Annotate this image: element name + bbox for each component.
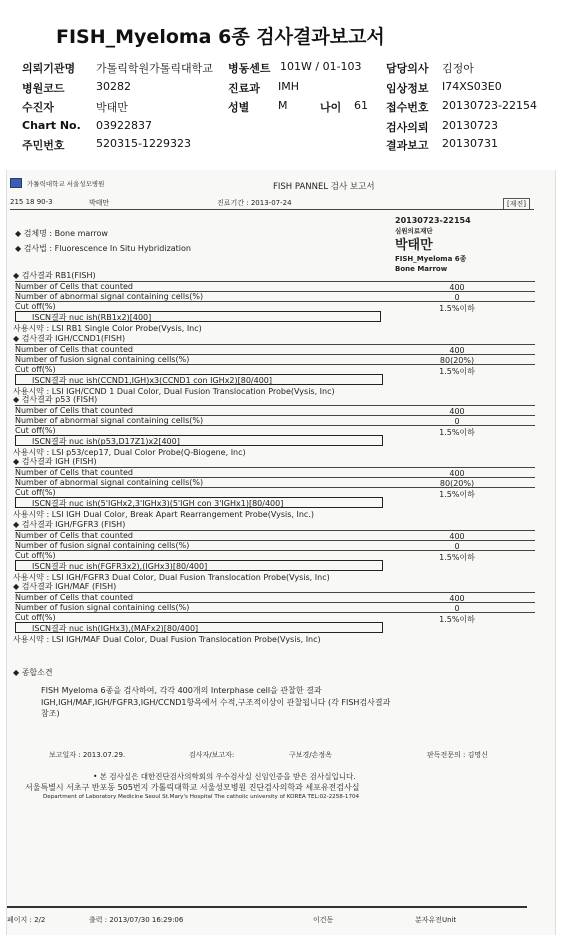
value-resident-no: 520315-1229323	[96, 137, 191, 150]
iscn-result-box	[15, 435, 383, 446]
row-value-cutoff: 1.5%이하	[439, 367, 475, 376]
row-divider	[15, 612, 535, 613]
label-receipt-no: 접수번호	[386, 101, 429, 114]
reviewer-label: 검사자/보고자:	[189, 751, 235, 759]
row-label-cells-counted: Number of Cells that counted	[15, 345, 133, 354]
row-value-signal-cells: 80(20%)	[439, 356, 475, 365]
row-label-signal-cells: Number of abnormal signal containing cells(%)	[15, 478, 204, 487]
row-label-cells-counted: Number of Cells that counted	[15, 468, 133, 477]
label-report-date: 결과보고	[386, 139, 429, 152]
value-department: IMH	[278, 80, 300, 93]
value-report-date: 20130731	[442, 137, 498, 150]
scanned-report	[6, 170, 556, 935]
stamp-patient-name: 박태만	[395, 238, 433, 253]
row-value-cells-counted: 400	[449, 283, 465, 292]
row-divider	[15, 301, 535, 302]
row-divider	[15, 425, 535, 426]
stamp-receipt-id: 20130723-22154	[395, 216, 471, 225]
row-value-signal-cells: 0	[454, 293, 460, 302]
row-value-cutoff: 1.5%이하	[439, 553, 475, 562]
stamp-specimen: Bone Marrow	[395, 265, 448, 273]
probe-reagent: 사용시약 : LSI IGH/MAF Dual Color, Dual Fusion Translocation Probe(Vysis, Inc)	[13, 635, 321, 644]
iscn-result: ISCN결과 nuc ish(RB1x2)[400]	[32, 313, 152, 322]
row-label-cutoff: Cut off(%)	[15, 551, 56, 560]
probe-reagent: 사용시약 : LSI IGH/FGFR3 Dual Color, Dual Fusion Translocation Probe(Vysis, Inc)	[13, 573, 330, 582]
label-hospital-code: 병원코드	[22, 82, 65, 95]
label-sex: 성별	[228, 101, 250, 114]
iscn-result: ISCN결과 nuc ish(IGHx3),(MAFx2)[80/400]	[32, 624, 199, 633]
report-title: FISH_Myeloma 6종 검사결과보고서	[56, 26, 385, 48]
row-value-cells-counted: 400	[449, 594, 465, 603]
row-label-cutoff: Cut off(%)	[15, 426, 56, 435]
row-value-cells-counted: 400	[449, 346, 465, 355]
label-institution: 의뢰기관명	[22, 62, 76, 75]
iscn-result: ISCN결과 nuc ish(CCND1,IGH)x3(CCND1 con IGHx2)[80/400]	[32, 376, 273, 385]
unit-name: 분자유전Unit	[415, 916, 457, 924]
printer-name: 이건동	[313, 916, 334, 924]
iscn-result-box	[15, 560, 383, 571]
value-institution: 가톨릭학원가톨릭대학교	[96, 62, 213, 75]
value-receipt-no: 20130723-22154	[442, 99, 537, 112]
row-label-signal-cells: Number of fusion signal containing cells(%)	[15, 603, 190, 612]
iscn-result-box	[15, 311, 381, 322]
print-timestamp: 출력 : 2013/07/30 16:29:06	[89, 916, 184, 924]
patient-name-small: 박태만	[89, 199, 110, 207]
stamp-test-name: FISH_Myeloma 6종	[395, 255, 467, 263]
row-value-signal-cells: 80(20%)	[439, 479, 475, 488]
label-doctor: 담당의사	[386, 62, 429, 75]
scan-report-title: FISH PANNEL 검사 보고서	[273, 182, 375, 192]
judge-line: 판독전문의 : 김명신	[427, 751, 488, 759]
row-label-cutoff: Cut off(%)	[15, 613, 56, 622]
row-label-cells-counted: Number of Cells that counted	[15, 406, 133, 415]
section-title: ◆ 검사결과 IGH/FGFR3 (FISH)	[13, 520, 126, 529]
section-title: ◆ 검사결과 p53 (FISH)	[13, 395, 98, 404]
label-age: 나이	[320, 101, 342, 114]
row-label-signal-cells: Number of fusion signal containing cells(%)	[15, 355, 190, 364]
probe-reagent: 사용시약 : LSI RB1 Single Color Probe(Vysis, Inc)	[13, 324, 202, 333]
value-patient: 박태만	[96, 101, 128, 114]
value-hospital-code: 30282	[96, 80, 131, 93]
conclusion-line-2: IGH,IGH/MAF,IGH/FGFR3,IGH/CCND1항목에서 수적,구조적이상이 관찰됩니다 (각 FISH검사결과	[41, 698, 391, 707]
conclusion-line-1: FISH Myeloma 6종을 검사하여, 각각 400개의 Interphase cell을 관찰한 결과	[41, 686, 322, 695]
probe-reagent: 사용시약 : LSI IGH Dual Color, Break Apart Rearrangement Probe(Vysis, Inc.)	[13, 510, 314, 519]
conclusion-line-3: 참조)	[41, 709, 60, 718]
iscn-result: ISCN결과 nuc ish(p53,D17Z1)x2[400]	[32, 437, 180, 446]
hospital-name: 가톨릭대학교 서울성모병원	[27, 180, 105, 188]
conclusion-title: ◆ 종합소견	[13, 668, 53, 677]
report-date-line: 보고일자 : 2013.07.29.	[49, 751, 126, 759]
section-title: ◆ 검사결과 IGH/MAF (FISH)	[13, 582, 117, 591]
row-value-signal-cells: 0	[454, 542, 460, 551]
row-label-cells-counted: Number of Cells that counted	[15, 593, 133, 602]
label-clinical-info: 임상정보	[386, 82, 429, 95]
row-value-cutoff: 1.5%이하	[439, 490, 475, 499]
value-request-date: 20130723	[442, 119, 498, 132]
row-label-cells-counted: Number of Cells that counted	[15, 282, 133, 291]
label-chart-no: Chart No.	[22, 119, 81, 132]
row-label-cells-counted: Number of Cells that counted	[15, 531, 133, 540]
value-chart-no: 03922837	[96, 119, 152, 132]
iscn-result: ISCN결과 nuc ish(FGFR3x2),(IGHx3)[80/400]	[32, 562, 208, 571]
value-sex: M	[278, 99, 288, 112]
value-age: 61	[354, 99, 368, 112]
row-value-cutoff: 1.5%이하	[439, 428, 475, 437]
section-title: ◆ 검사결과 RB1(FISH)	[13, 271, 96, 280]
label-patient: 수진자	[22, 101, 54, 114]
value-ward: 101W / 01-103	[280, 60, 362, 73]
row-label-cutoff: Cut off(%)	[15, 302, 56, 311]
lab-address: 서울특별시 서초구 반포동 505번지 가톨릭대학교 서울성모병원 진단검사의학과 세포유전검사실	[25, 783, 360, 792]
row-label-cutoff: Cut off(%)	[15, 365, 56, 374]
row-divider	[15, 364, 535, 365]
row-value-cells-counted: 400	[449, 469, 465, 478]
iscn-result: ISCN결과 nuc ish(5'IGHx2,3'IGHx3)(5'IGH con 3'IGHx1)[80/400]	[32, 499, 284, 508]
label-department: 진료과	[228, 82, 260, 95]
value-clinical-info: I74XS03E0	[442, 80, 502, 93]
row-label-signal-cells: Number of abnormal signal containing cells(%)	[15, 292, 204, 301]
row-value-signal-cells: 0	[454, 604, 460, 613]
probe-reagent: 사용시약 : LSI p53/cep17, Dual Color Probe(Q-Biogene, Inc)	[13, 448, 246, 457]
revisit-badge: [재진]	[503, 198, 530, 210]
lab-address-en: Department of Laboratory Medicine Seoul St.Mary's Hospital The catholic university of KOREA TEL:02-2258-1704	[43, 794, 360, 800]
stamp-org: 심원의료재단	[395, 227, 433, 235]
method-label: ◆ 검사법 : Fluorescence In Situ Hybridization	[15, 244, 191, 253]
label-request-date: 검사의뢰	[386, 121, 429, 134]
divider	[10, 209, 534, 210]
row-divider	[15, 550, 535, 551]
visit-date: 진료기간 : 2013-07-24	[217, 199, 292, 207]
label-ward: 병동센트	[228, 62, 271, 75]
iscn-result-box	[15, 622, 383, 633]
row-divider	[15, 487, 535, 488]
row-value-cutoff: 1.5%이하	[439, 615, 475, 624]
page-indicator: 페이지 : 2/2	[7, 916, 46, 924]
certification-note: • 본 검사실은 대한진단검사의학회의 우수검사실 신임인증을 받은 검사실입니다.	[93, 772, 356, 781]
row-value-cells-counted: 400	[449, 532, 465, 541]
label-resident-no: 주민번호	[22, 139, 65, 152]
footer-divider	[7, 906, 527, 908]
probe-reagent: 사용시약 : LSI IGH/CCND 1 Dual Color, Dual Fusion Translocation Probe(Vysis, Inc)	[13, 387, 335, 396]
row-label-signal-cells: Number of fusion signal containing cells(%)	[15, 541, 190, 550]
row-label-cutoff: Cut off(%)	[15, 488, 56, 497]
value-doctor: 김정아	[442, 62, 474, 75]
section-title: ◆ 검사결과 IGH (FISH)	[13, 457, 97, 466]
row-label-signal-cells: Number of abnormal signal containing cells(%)	[15, 416, 204, 425]
row-value-cutoff: 1.5%이하	[439, 304, 475, 313]
iscn-result-box	[15, 497, 383, 508]
row-value-signal-cells: 0	[454, 417, 460, 426]
specimen-label: ◆ 검체명 : Bone marrow	[15, 229, 108, 238]
row-value-cells-counted: 400	[449, 407, 465, 416]
reviewer-names: 구보경/손정옥	[289, 751, 332, 759]
iscn-result-box	[15, 374, 383, 385]
hospital-logo-icon	[10, 178, 22, 188]
patient-id: 215 18 90-3	[10, 198, 53, 206]
section-title: ◆ 검사결과 IGH/CCND1(FISH)	[13, 334, 126, 343]
